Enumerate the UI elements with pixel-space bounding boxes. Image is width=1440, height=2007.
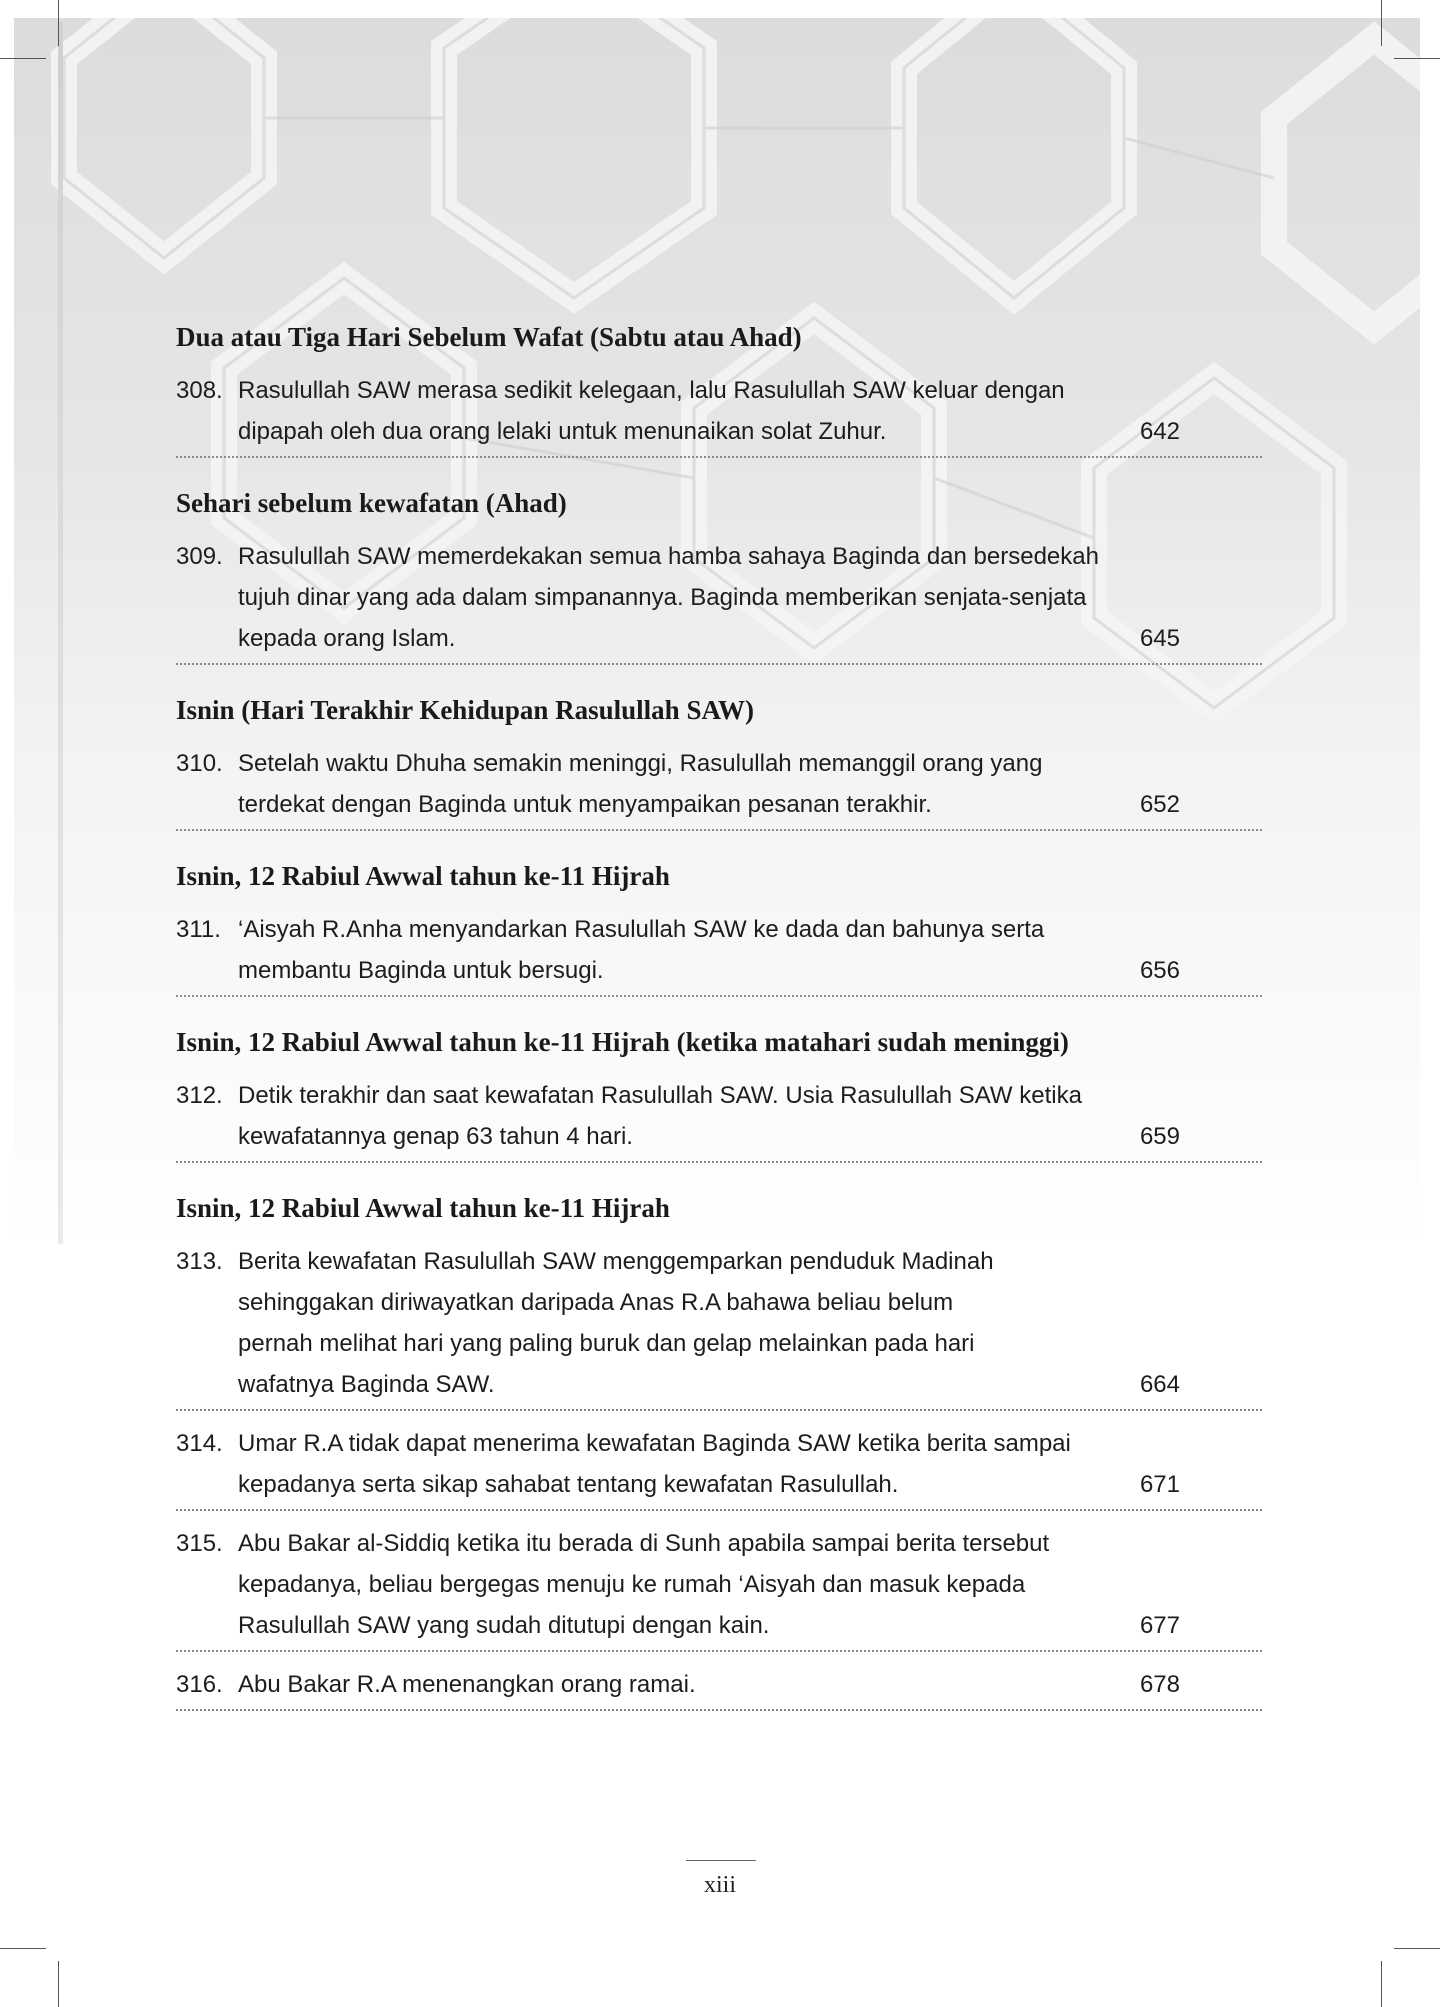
crop-mark [1381, 0, 1382, 46]
entry-page-number: 645 [1139, 625, 1180, 652]
entry-line [176, 1664, 1262, 1705]
entry-page-number: 678 [1139, 1671, 1180, 1698]
entry-line [176, 536, 1262, 577]
entry-line [176, 743, 1262, 784]
entry-text: ‘Aisyah R.Anha menyandarkan Rasulullah SAW ke dada dan bahunya serta [238, 916, 1045, 943]
section-heading: Isnin, 12 Rabiul Awwal tahun ke-11 Hijrah [176, 861, 670, 891]
left-edge-rule [58, 22, 63, 1244]
entry-text: Setelah waktu Dhuha semakin meninggi, Rasulullah memanggil orang yang [238, 750, 1043, 777]
section-gap [176, 1175, 1262, 1189]
section-gap [176, 843, 1262, 857]
entry-line [176, 618, 1262, 659]
section-heading: Dua atau Tiga Hari Sebelum Wafat (Sabtu atau Ahad) [176, 322, 802, 352]
entry-line [176, 1116, 1262, 1157]
entry-page-number: 652 [1139, 791, 1180, 818]
section-gap [176, 1009, 1262, 1023]
entry-number: 308. [176, 377, 223, 404]
entry-line [176, 1323, 1262, 1364]
entry-text: terdekat dengan Baginda untuk menyampaikan pesanan terakhir. [238, 791, 932, 818]
entry-line [176, 370, 1262, 411]
entry-text: kewafatannya genap 63 tahun 4 hari. [238, 1123, 633, 1150]
entry-text: Rasulullah SAW yang sudah ditutupi dengan kain. [238, 1612, 770, 1639]
entry-line [176, 577, 1262, 618]
entry-number: 315. [176, 1530, 223, 1557]
entry-text: tujuh dinar yang ada dalam simpanannya. Baginda memberikan senjata-senjata [238, 584, 1087, 611]
entry-text: Umar R.A tidak dapat menerima kewafatan Baginda SAW ketika berita sampai [238, 1430, 1071, 1457]
entry-line [176, 411, 1262, 452]
entry-text: pernah melihat hari yang paling buruk dan gelap melainkan pada hari [238, 1330, 975, 1357]
entry-line [176, 950, 1262, 991]
crop-mark [0, 1948, 46, 1949]
entry-number: 310. [176, 750, 223, 777]
entry-line [176, 909, 1262, 950]
entry-page-number: 659 [1139, 1123, 1180, 1150]
toc-entry[interactable] [176, 1523, 1262, 1652]
entry-line [176, 1523, 1262, 1564]
entry-text: kepadanya serta sikap sahabat tentang kewafatan Rasulullah. [238, 1471, 899, 1498]
toc-entry[interactable] [176, 536, 1262, 665]
entry-text: kepada orang Islam. [238, 625, 456, 652]
entry-text: wafatnya Baginda SAW. [238, 1371, 495, 1398]
toc-entry[interactable] [176, 1423, 1262, 1511]
entry-text: Rasulullah SAW merasa sedikit kelegaan, lalu Rasulullah SAW keluar dengan [238, 377, 1065, 404]
entry-number: 312. [176, 1082, 223, 1109]
entry-text: dipapah oleh dua orang lelaki untuk menunaikan solat Zuhur. [238, 418, 887, 445]
section-gap [176, 677, 1262, 691]
entry-text: sehinggakan diriwayatkan daripada Anas R.A bahawa beliau belum [238, 1289, 954, 1316]
entry-page-number: 677 [1139, 1612, 1180, 1639]
entry-line [176, 1075, 1262, 1116]
toc-entry[interactable] [176, 1664, 1262, 1711]
entry-text: kepadanya, beliau bergegas menuju ke rumah ‘Aisyah dan masuk kepada [238, 1571, 1026, 1598]
entry-number: 311. [176, 916, 221, 943]
entry-text: membantu Baginda untuk bersugi. [238, 957, 604, 984]
crop-mark [58, 0, 59, 46]
entry-text: Berita kewafatan Rasulullah SAW menggemparkan penduduk Madinah [238, 1248, 994, 1275]
page-number: xiii [703, 1872, 736, 1898]
toc-entry[interactable] [176, 1241, 1262, 1411]
table-of-contents [176, 318, 1262, 1723]
crop-mark [1381, 1961, 1382, 2007]
section-heading: Isnin, 12 Rabiul Awwal tahun ke-11 Hijrah (ketika matahari sudah meninggi) [176, 1027, 1069, 1057]
entry-page-number: 642 [1139, 418, 1180, 445]
entry-line [176, 1564, 1262, 1605]
entry-line [176, 1423, 1262, 1464]
entry-line [176, 1605, 1262, 1646]
entry-line [176, 1364, 1262, 1405]
toc-entry[interactable] [176, 1075, 1262, 1163]
section-gap [176, 470, 1262, 484]
section-heading: Isnin, 12 Rabiul Awwal tahun ke-11 Hijrah [176, 1193, 670, 1223]
entry-line [176, 784, 1262, 825]
section-heading: Isnin (Hari Terakhir Kehidupan Rasulullah SAW) [176, 695, 754, 725]
entry-number: 314. [176, 1430, 223, 1457]
crop-mark [1394, 1948, 1440, 1949]
entry-page-number: 656 [1139, 957, 1180, 984]
crop-mark [0, 58, 46, 59]
entry-text: Rasulullah SAW memerdekakan semua hamba sahaya Baginda dan bersedekah [238, 543, 1099, 570]
entry-page-number: 664 [1139, 1371, 1180, 1398]
crop-mark [58, 1961, 59, 2007]
toc-entry[interactable] [176, 743, 1262, 831]
entry-text: Detik terakhir dan saat kewafatan Rasulullah SAW. Usia Rasulullah SAW ketika [238, 1082, 1082, 1109]
section-heading: Sehari sebelum kewafatan (Ahad) [176, 488, 567, 518]
entry-line [176, 1464, 1262, 1505]
entry-text: Abu Bakar al-Siddiq ketika itu berada di Sunh apabila sampai berita tersebut [238, 1530, 1050, 1557]
crop-mark [1394, 58, 1440, 59]
entry-number: 309. [176, 543, 223, 570]
toc-entry[interactable] [176, 909, 1262, 997]
toc-entry[interactable] [176, 370, 1262, 458]
entry-text: Abu Bakar R.A menenangkan orang ramai. [238, 1671, 696, 1698]
footer-rule [686, 1860, 756, 1861]
entry-number: 313. [176, 1248, 223, 1275]
entry-number: 316. [176, 1671, 223, 1698]
entry-line [176, 1241, 1262, 1282]
entry-line [176, 1282, 1262, 1323]
entry-page-number: 671 [1139, 1471, 1180, 1498]
